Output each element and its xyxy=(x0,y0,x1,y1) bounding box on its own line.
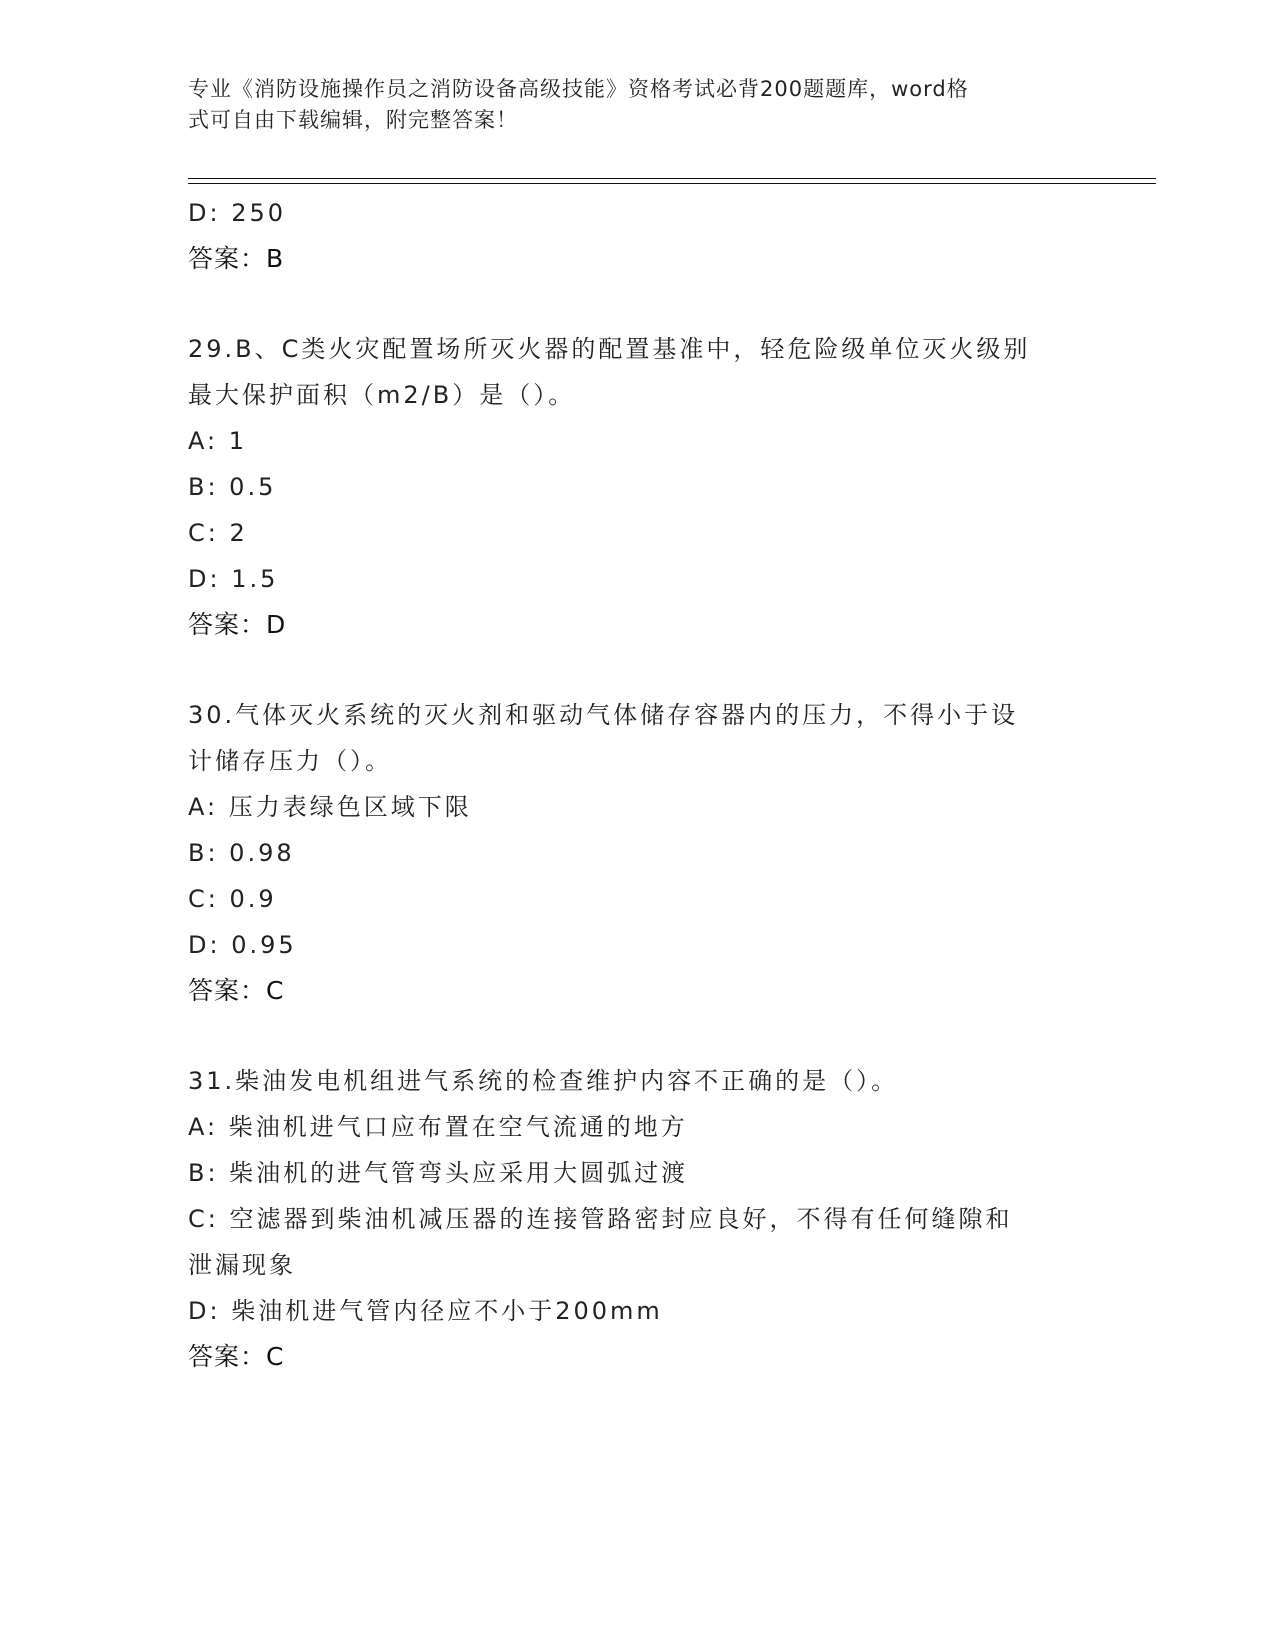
option-d: D: 柴油机进气管内径应不小于200mm xyxy=(188,1297,663,1325)
answer-line: 答案：D xyxy=(188,610,287,639)
option-b: B: 柴油机的进气管弯头应采用大圆弧过渡 xyxy=(188,1159,689,1187)
option-c: C: 2 xyxy=(188,519,248,547)
header-title-line-2: 式可自由下载编辑，附完整答案！ xyxy=(188,108,518,132)
option-d: D: 0.95 xyxy=(188,931,297,959)
question-text-line-1: 30.气体灭火系统的灭火剂和驱动气体储存容器内的压力，不得小于设 xyxy=(188,701,1019,729)
option-b: B: 0.98 xyxy=(188,839,295,867)
document-header xyxy=(188,74,1068,136)
answer-line: 答案：B xyxy=(188,244,285,273)
header-divider-top xyxy=(188,178,1156,179)
question-29 xyxy=(188,326,1088,648)
question-28-tail xyxy=(188,190,1088,282)
option-c: C: 0.9 xyxy=(188,885,277,913)
spacer xyxy=(188,282,1088,326)
spacer xyxy=(188,648,1088,692)
option-a: A: 柴油机进气口应布置在空气流通的地方 xyxy=(188,1113,688,1141)
header-title-line-1: 专业《消防设施操作员之消防设备高级技能》资格考试必背200题题库，word格 xyxy=(188,77,969,101)
option-b: B: 0.5 xyxy=(188,473,277,501)
question-30 xyxy=(188,692,1088,1014)
question-list xyxy=(188,190,1088,1380)
header-divider-bottom xyxy=(188,183,1156,184)
option-c-line-1: C: 空滤器到柴油机减压器的连接管路密封应良好，不得有任何缝隙和 xyxy=(188,1205,1013,1233)
option-a: A: 1 xyxy=(188,427,247,455)
question-31 xyxy=(188,1058,1088,1380)
question-text-line-1: 29.B、C类火灾配置场所灭火器的配置基准中，轻危险级单位灭火级别 xyxy=(188,335,1031,363)
option-a: A: 压力表绿色区域下限 xyxy=(188,793,472,821)
question-text-line-2: 最大保护面积（m2/B）是（）。 xyxy=(188,381,576,409)
spacer xyxy=(188,1014,1088,1058)
option-d: D: 250 xyxy=(188,199,287,227)
answer-line: 答案：C xyxy=(188,976,285,1005)
question-text-line-2: 计储存压力（）。 xyxy=(188,747,392,775)
question-text-line-1: 31.柴油发电机组进气系统的检查维护内容不正确的是（）。 xyxy=(188,1067,899,1095)
option-c-line-2: 泄漏现象 xyxy=(188,1251,296,1279)
option-d: D: 1.5 xyxy=(188,565,279,593)
answer-line: 答案：C xyxy=(188,1342,285,1371)
